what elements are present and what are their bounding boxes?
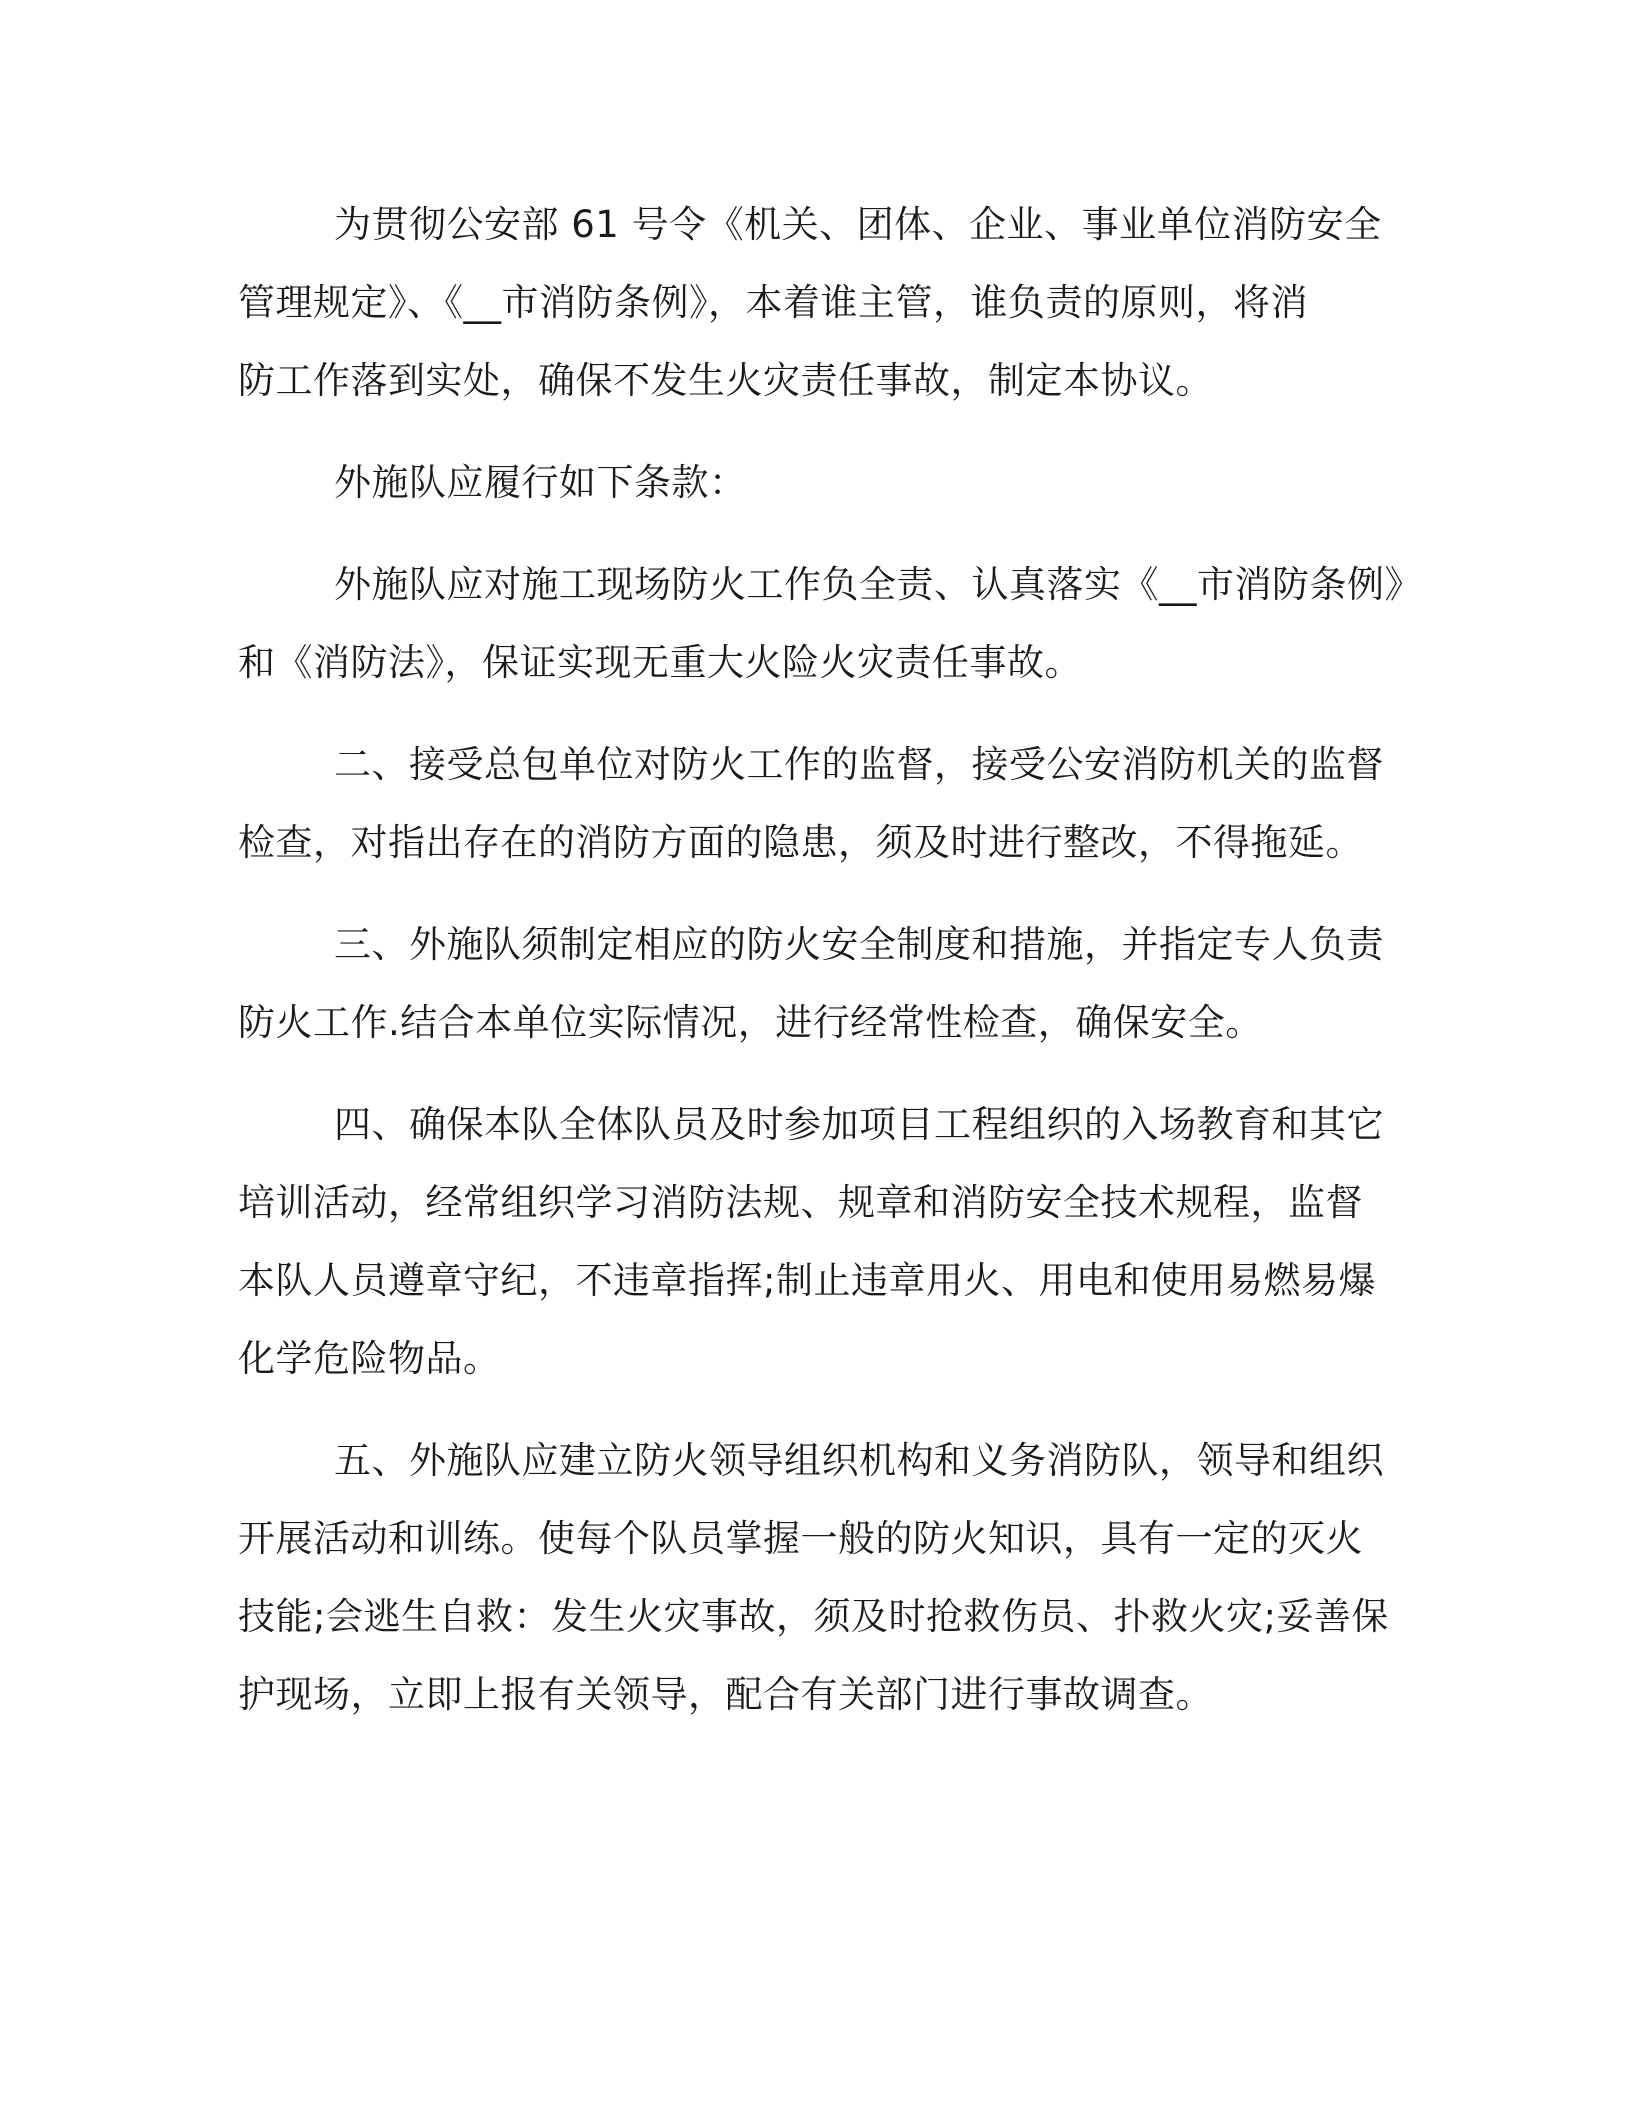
text-line: 护现场，立即上报有关领导，配合有关部门进行事故调查。 (238, 1673, 1213, 1716)
text-line: 防工作落到实处，确保不发生火灾责任事故，制定本协议。 (238, 359, 1213, 402)
text-line: 四、确保本队全体队员及时参加项目工程组织的入场教育和其它 (334, 1103, 1384, 1146)
text-line: 化学危险物品。 (238, 1337, 501, 1380)
text-line: 开展活动和训练。使每个队员掌握一般的防火知识，具有一定的灭火 (238, 1517, 1363, 1560)
text-line: 三、外施队须制定相应的防火安全制度和措施，并指定专人负责 (334, 923, 1384, 966)
paragraph-clause-1 (238, 546, 1422, 702)
paragraph-terms-heading (238, 444, 1398, 522)
text-line: 外施队应对施工现场防火工作负全责、认真落实《__市消防条例》 (334, 563, 1422, 606)
text-line: 二、接受总包单位对防火工作的监督，接受公安消防机关的监督 (334, 743, 1384, 786)
text-line: 为贯彻公安部 61 号令《机关、团体、企业、事业单位消防安全 (334, 203, 1382, 246)
paragraph-clause-4 (238, 1086, 1398, 1398)
paragraph-clause-2 (238, 726, 1398, 882)
text-line: 管理规定》、《__市消防条例》，本着谁主管，谁负责的原则，将消 (238, 281, 1308, 324)
text-line: 外施队应履行如下条款： (334, 461, 747, 504)
paragraph-clause-5 (238, 1422, 1398, 1734)
text-line: 检查，对指出存在的消防方面的隐患，须及时进行整改，不得拖延。 (238, 821, 1363, 864)
text-line: 防火工作.结合本单位实际情况，进行经常性检查，确保安全。 (238, 1001, 1263, 1044)
paragraph-intro (238, 186, 1398, 420)
document-body (238, 186, 1422, 1758)
text-line: 和《消防法》，保证实现无重大火险火灾责任事故。 (238, 641, 1082, 684)
text-line: 本队人员遵章守纪，不违章指挥;制止违章用火、用电和使用易燃易爆 (238, 1259, 1376, 1302)
text-line: 技能;会逃生自救：发生火灾事故，须及时抢救伤员、扑救火灾;妥善保 (238, 1595, 1389, 1638)
text-line: 培训活动，经常组织学习消防法规、规章和消防安全技术规程，监督 (238, 1181, 1363, 1224)
paragraph-clause-3 (238, 906, 1398, 1062)
text-line: 五、外施队应建立防火领导组织机构和义务消防队，领导和组织 (334, 1439, 1384, 1482)
